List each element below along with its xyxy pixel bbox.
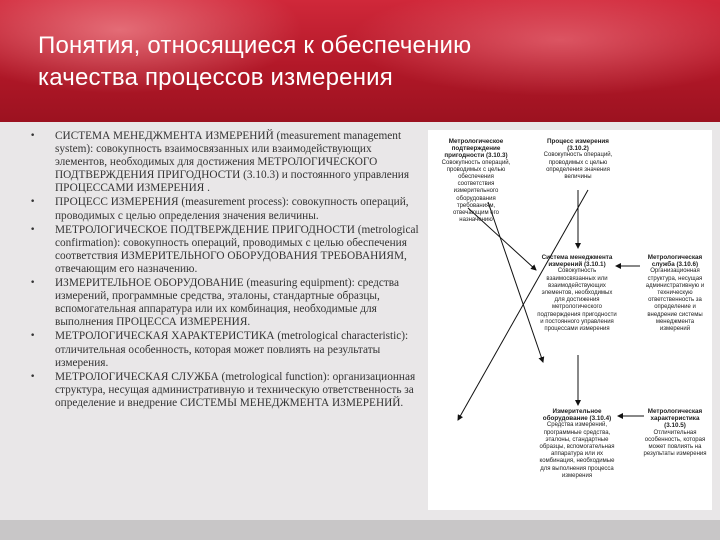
box-description: Отличительная особенность, которая может повлиять на результаты измерения bbox=[643, 429, 707, 458]
definition-term: МЕТРОЛОГИЧЕСКОЕ ПОДТВЕРЖДЕНИЕ ПРИГОДНОСТИ bbox=[55, 223, 355, 236]
box-description: Средства измерений, программные средства, эталоны, стандартные образцы, вспомогательная аппаратура или их комбинация, необходимые для выполнения процесса измерения bbox=[539, 422, 615, 479]
definition-item bbox=[30, 130, 422, 195]
definition-item bbox=[30, 277, 422, 329]
definition-term: МЕТРОЛОГИЧЕСКАЯ СЛУЖБА bbox=[55, 370, 219, 383]
definition-item bbox=[30, 196, 422, 222]
box-title: Процесс измерения (3.10.2) bbox=[547, 138, 609, 153]
box-description: Совокупность операций, проводимых с целью обеспечения соответствия измерительного оборудования требованиям, отвечающим его назначению bbox=[441, 159, 511, 224]
box-description: Организационная структура, несущая административную и техническую ответственность за определение и внедрение системы менеджмента измерений bbox=[645, 268, 705, 333]
box-description: Совокупность операций, проводимых с целью определения значения величины bbox=[543, 152, 613, 181]
box-title: Метрологическое подтверждение пригодности (3.10.3) bbox=[444, 138, 508, 160]
arrow-confirmation-to-equipment bbox=[488, 202, 543, 362]
box-title: Измерительное оборудование (3.10.4) bbox=[542, 408, 612, 423]
box-description: Совокупность взаимосвязанных или взаимодействующих элементов, необходимых для достижения метрологического подтверждения пригодности и постоянного управления процессами измерения bbox=[537, 268, 617, 333]
definition-item bbox=[30, 224, 422, 276]
diagram-box-system bbox=[536, 254, 618, 333]
definitions-list bbox=[30, 130, 422, 411]
definition-term: ПРОЦЕСС ИЗМЕРЕНИЯ bbox=[55, 196, 179, 209]
diagram-box-confirmation bbox=[440, 138, 512, 224]
definition-item bbox=[30, 330, 422, 369]
title-line-1: Понятия, относящиеся к обеспечению bbox=[38, 32, 472, 59]
concept-diagram bbox=[428, 130, 712, 510]
bullet-icon: • bbox=[30, 224, 36, 235]
definition-text: (measurement management system): совокупность взаимосвязанных или взаимодействующих элементов, необходимых для достижения МЕТРОЛОГИЧЕСКОГО ПОДТВЕРЖДЕНИЯ ПРИГОДНОСТИ (3.10.3) и постоянного управления ПРОЦЕССАМИ ИЗМЕРЕНИЯ . bbox=[55, 130, 410, 195]
definition-term: МЕТРОЛОГИЧЕСКАЯ ХАРАКТЕРИСТИКА bbox=[55, 330, 275, 343]
diagram-box-equipment bbox=[536, 408, 618, 480]
bullet-icon: • bbox=[30, 278, 36, 289]
bullet-icon: • bbox=[30, 131, 36, 141]
title-line-2: качества процессов измерения bbox=[38, 64, 393, 91]
box-title: Система менеджмента измерений (3.10.1) bbox=[541, 254, 613, 269]
box-title: Метрологическая характеристика (3.10.5) bbox=[647, 408, 703, 430]
slide-header bbox=[0, 0, 720, 122]
definition-text: (metrological function): организационная структура, несущая административную и техническую ответственность за определение и внедрение СИСТЕМЫ МЕНЕДЖМЕНТА ИЗМЕРЕНИЙ. bbox=[55, 370, 416, 409]
slide-footer-bar bbox=[0, 520, 720, 540]
bullet-icon: • bbox=[30, 197, 36, 208]
box-title: Метрологическая служба (3.10.6) bbox=[647, 254, 703, 269]
definition-item bbox=[30, 371, 422, 410]
definition-text: (measuring equipment): средства измерений, программные средства, эталоны, стандартные образцы, вспомогательная аппаратура или их комбинация, необходимые для выполнения ПРОЦЕССА ИЗМЕРЕНИЯ. bbox=[55, 277, 400, 329]
definition-text: (metrological confirmation): совокупность операций, проводимых с целью обеспечения соответствия ИЗМЕРИТЕЛЬНОГО ОБОРУДОВАНИЯ ТРЕБОВАНИЯМ, отвечающим его назначению. bbox=[55, 223, 419, 275]
diagram-box-characteristic bbox=[642, 408, 708, 458]
definition-term: СИСТЕМА МЕНЕДЖМЕНТА ИЗМЕРЕНИЙ bbox=[55, 130, 274, 142]
definition-text: (measurement process): совокупность операций, проводимых с целью определения значения величины. bbox=[55, 196, 409, 222]
diagram-box-service bbox=[642, 254, 708, 333]
bullet-icon: • bbox=[30, 371, 36, 382]
definition-text: (metrological characteristic): отличительная особенность, которая может повлиять на результаты измерения. bbox=[55, 330, 409, 369]
bullet-icon: • bbox=[30, 331, 36, 342]
diagram-box-process bbox=[538, 138, 618, 181]
slide-title bbox=[38, 30, 678, 94]
definition-term: ИЗМЕРИТЕЛЬНОЕ ОБОРУДОВАНИЕ bbox=[55, 277, 244, 290]
